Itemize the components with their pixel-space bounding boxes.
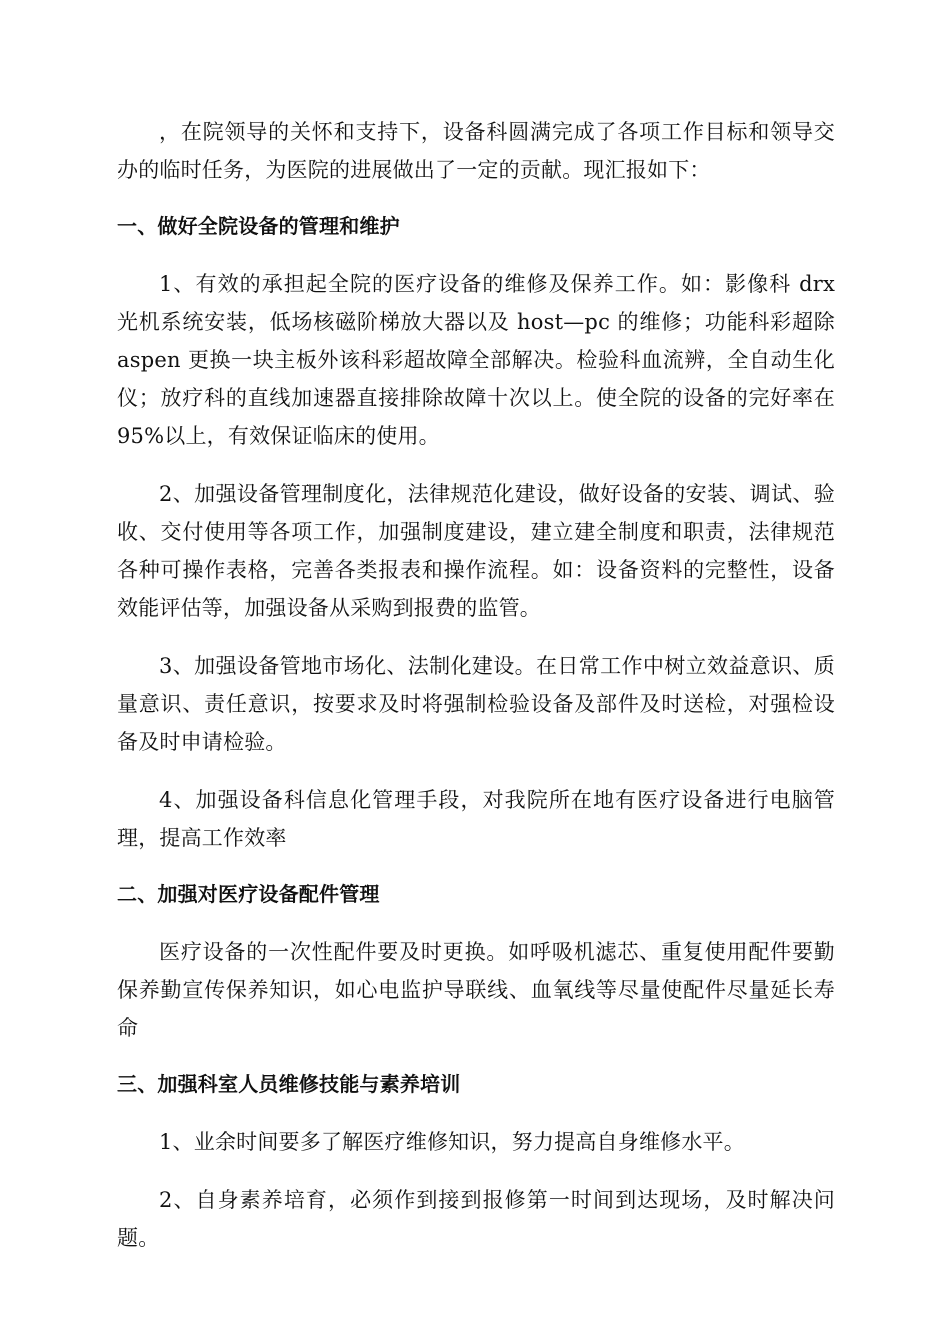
section-3-heading: 三、加强科室人员维修技能与素养培训 — [117, 1072, 461, 1096]
intro-paragraph: ，在院领导的关怀和支持下，设备科圆满完成了各项工作目标和领导交办的临时任务，为医院的进展做出了一定的贡献。现汇报如下： — [117, 120, 835, 182]
section-2-heading: 二、加强对医疗设备配件管理 — [117, 882, 380, 906]
section-1-item-4: 4、加强设备科信息化管理手段，对我院所在地有医疗设备进行电脑管理，提高工作效率 — [117, 788, 835, 850]
document-page — [117, 113, 835, 1257]
section-1-item-1: 1、有效的承担起全院的医疗设备的维修及保养工作。如：影像科 drx 光机系统安装，低场核磁阶梯放大器以及 host—pc 的维修；功能科彩超除 aspen 更换一块主板外该科彩超故障全部解决。检验科血流辨，全自动生化仪；放疗科的直线加速器直接排除故障十次以上。使全院的设备的完好率在 95%以上，有效保证临床的使用。 — [117, 272, 835, 448]
section-1-item-2: 2、加强设备管理制度化，法律规范化建设，做好设备的安装、调试、验收、交付使用等各项工作，加强制度建设，建立建全制度和职责，法律规范各种可操作表格，完善各类报表和操作流程。如：设备资料的完整性，设备效能评估等，加强设备从采购到报费的监管。 — [117, 482, 835, 620]
section-1-heading: 一、做好全院设备的管理和维护 — [117, 214, 400, 238]
section-3-item-2: 2、自身素养培育，必须作到接到报修第一时间到达现场，及时解决问题。 — [117, 1188, 835, 1250]
section-3-item-1: 1、业余时间要多了解医疗维修知识，努力提高自身维修水平。 — [159, 1130, 745, 1154]
section-1-item-3: 3、加强设备管地市场化、法制化建设。在日常工作中树立效益意识、质量意识、责任意识，按要求及时将强制检验设备及部件及时送检，对强检设备及时申请检验。 — [117, 654, 835, 754]
section-2-body: 医疗设备的一次性配件要及时更换。如呼吸机滤芯、重复使用配件要勤保养勤宣传保养知识，如心电监护导联线、血氧线等尽量使配件尽量延长寿命 — [117, 940, 835, 1040]
